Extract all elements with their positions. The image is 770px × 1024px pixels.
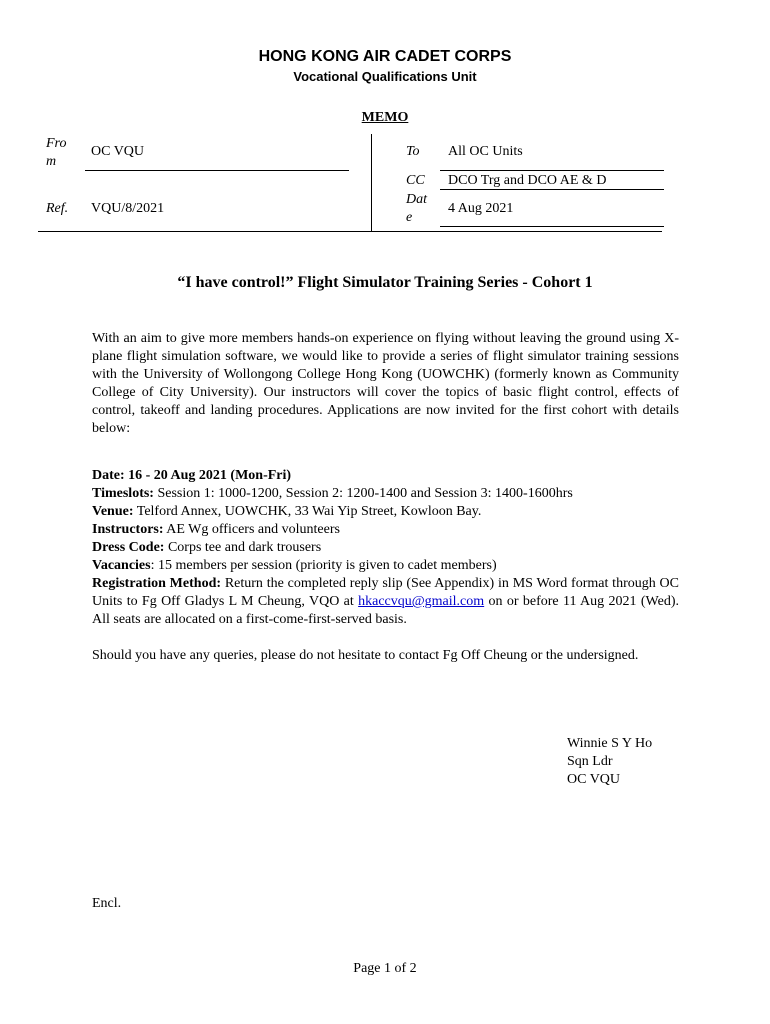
dress-code-label: Dress Code: <box>92 540 165 555</box>
to-underline <box>440 170 664 171</box>
detail-vacancies <box>92 557 679 575</box>
unit-name: Vocational Qualifications Unit <box>293 69 477 84</box>
instructors-value: AE Wg officers and volunteers <box>163 522 340 537</box>
to-label: To <box>406 144 420 159</box>
venue-label: Venue: <box>92 504 134 519</box>
signature-block <box>567 735 652 789</box>
intro-paragraph <box>92 330 679 438</box>
page-number: Page 1 of 2 <box>353 961 417 976</box>
vacancies-value: : 15 members per session (priority is given to cadet members) <box>150 558 497 573</box>
registration-value-part2: on or before 11 Aug 2021 (Wed). All seats are allocated on a first-come-first-served basis. <box>92 594 679 627</box>
signature-post: OC VQU <box>567 772 621 787</box>
organization-name: HONG KONG AIR CADET CORPS <box>258 48 512 65</box>
registration-email-link[interactable]: hkaccvqu@gmail.com <box>358 594 485 609</box>
date-underline <box>440 226 664 227</box>
enclosure-label: Encl. <box>92 896 122 911</box>
detail-venue <box>92 503 679 521</box>
from-value: OC VQU <box>91 144 145 159</box>
from-label-line1: Fro <box>46 136 67 151</box>
details-block <box>92 467 679 629</box>
memo-title: “I have control!” Flight Simulator Training Series - Cohort 1 <box>177 274 593 291</box>
header-divider <box>371 134 372 232</box>
date-label-line2: e <box>406 210 413 225</box>
from-label-line2: m <box>46 154 57 169</box>
detail-date <box>92 467 679 485</box>
detail-timeslots <box>92 485 679 503</box>
ref-value: VQU/8/2021 <box>91 201 165 216</box>
intro-text: With an aim to give more members hands-on experience on flying without leaving the ground using X-plane flight simulation software, we would like to provide a series of flight simulator training sessions with the University of Wollongong College Hong Kong (UOWCHK) (formerly known as Community College of City University). Our instructors will cover the topics of basic flight control, effects of control, takeoff and landing procedures. Applications are now invited for the first cohort with details below: <box>92 331 679 436</box>
detail-dress-code <box>92 539 679 557</box>
dress-code-value: Corps tee and dark trousers <box>164 540 322 555</box>
date-line: Date: 16 - 20 Aug 2021 (Mon-Fri) <box>92 468 292 483</box>
registration-value-part1: Return the completed reply slip (See Appendix) in MS Word format through OC Units to Fg Off Gladys L M Cheung, VQO at <box>92 576 679 609</box>
date-value: 4 Aug 2021 <box>448 201 514 216</box>
signature-rank: Sqn Ldr <box>567 754 613 769</box>
to-value: All OC Units <box>448 144 523 159</box>
cc-value: DCO Trg and DCO AE & D <box>448 173 607 188</box>
cc-label: CC <box>406 173 425 188</box>
detail-registration <box>92 575 679 629</box>
venue-value: Telford Annex, UOWCHK, 33 Wai Yip Street, Kowloon Bay. <box>133 504 482 519</box>
memo-heading: MEMO <box>361 110 409 125</box>
date-label-line1: Dat <box>406 192 427 207</box>
timeslots-label: Timeslots: <box>92 486 154 501</box>
timeslots-value: Session 1: 1000-1200, Session 2: 1200-1400 and Session 3: 1400-1600hrs <box>153 486 573 501</box>
signature-name: Winnie S Y Ho <box>567 736 653 751</box>
ref-label: Ref. <box>46 201 69 216</box>
vacancies-label: Vacancies <box>92 558 151 573</box>
closing-paragraph <box>92 647 679 665</box>
header-bottom-rule <box>38 231 662 232</box>
closing-text: Should you have any queries, please do not hesitate to contact Fg Off Cheung or the undersigned. <box>92 648 639 663</box>
from-underline <box>85 170 349 171</box>
cc-underline <box>440 189 664 190</box>
registration-label: Registration Method: <box>92 576 222 591</box>
instructors-label: Instructors: <box>92 522 164 537</box>
detail-instructors <box>92 521 679 539</box>
